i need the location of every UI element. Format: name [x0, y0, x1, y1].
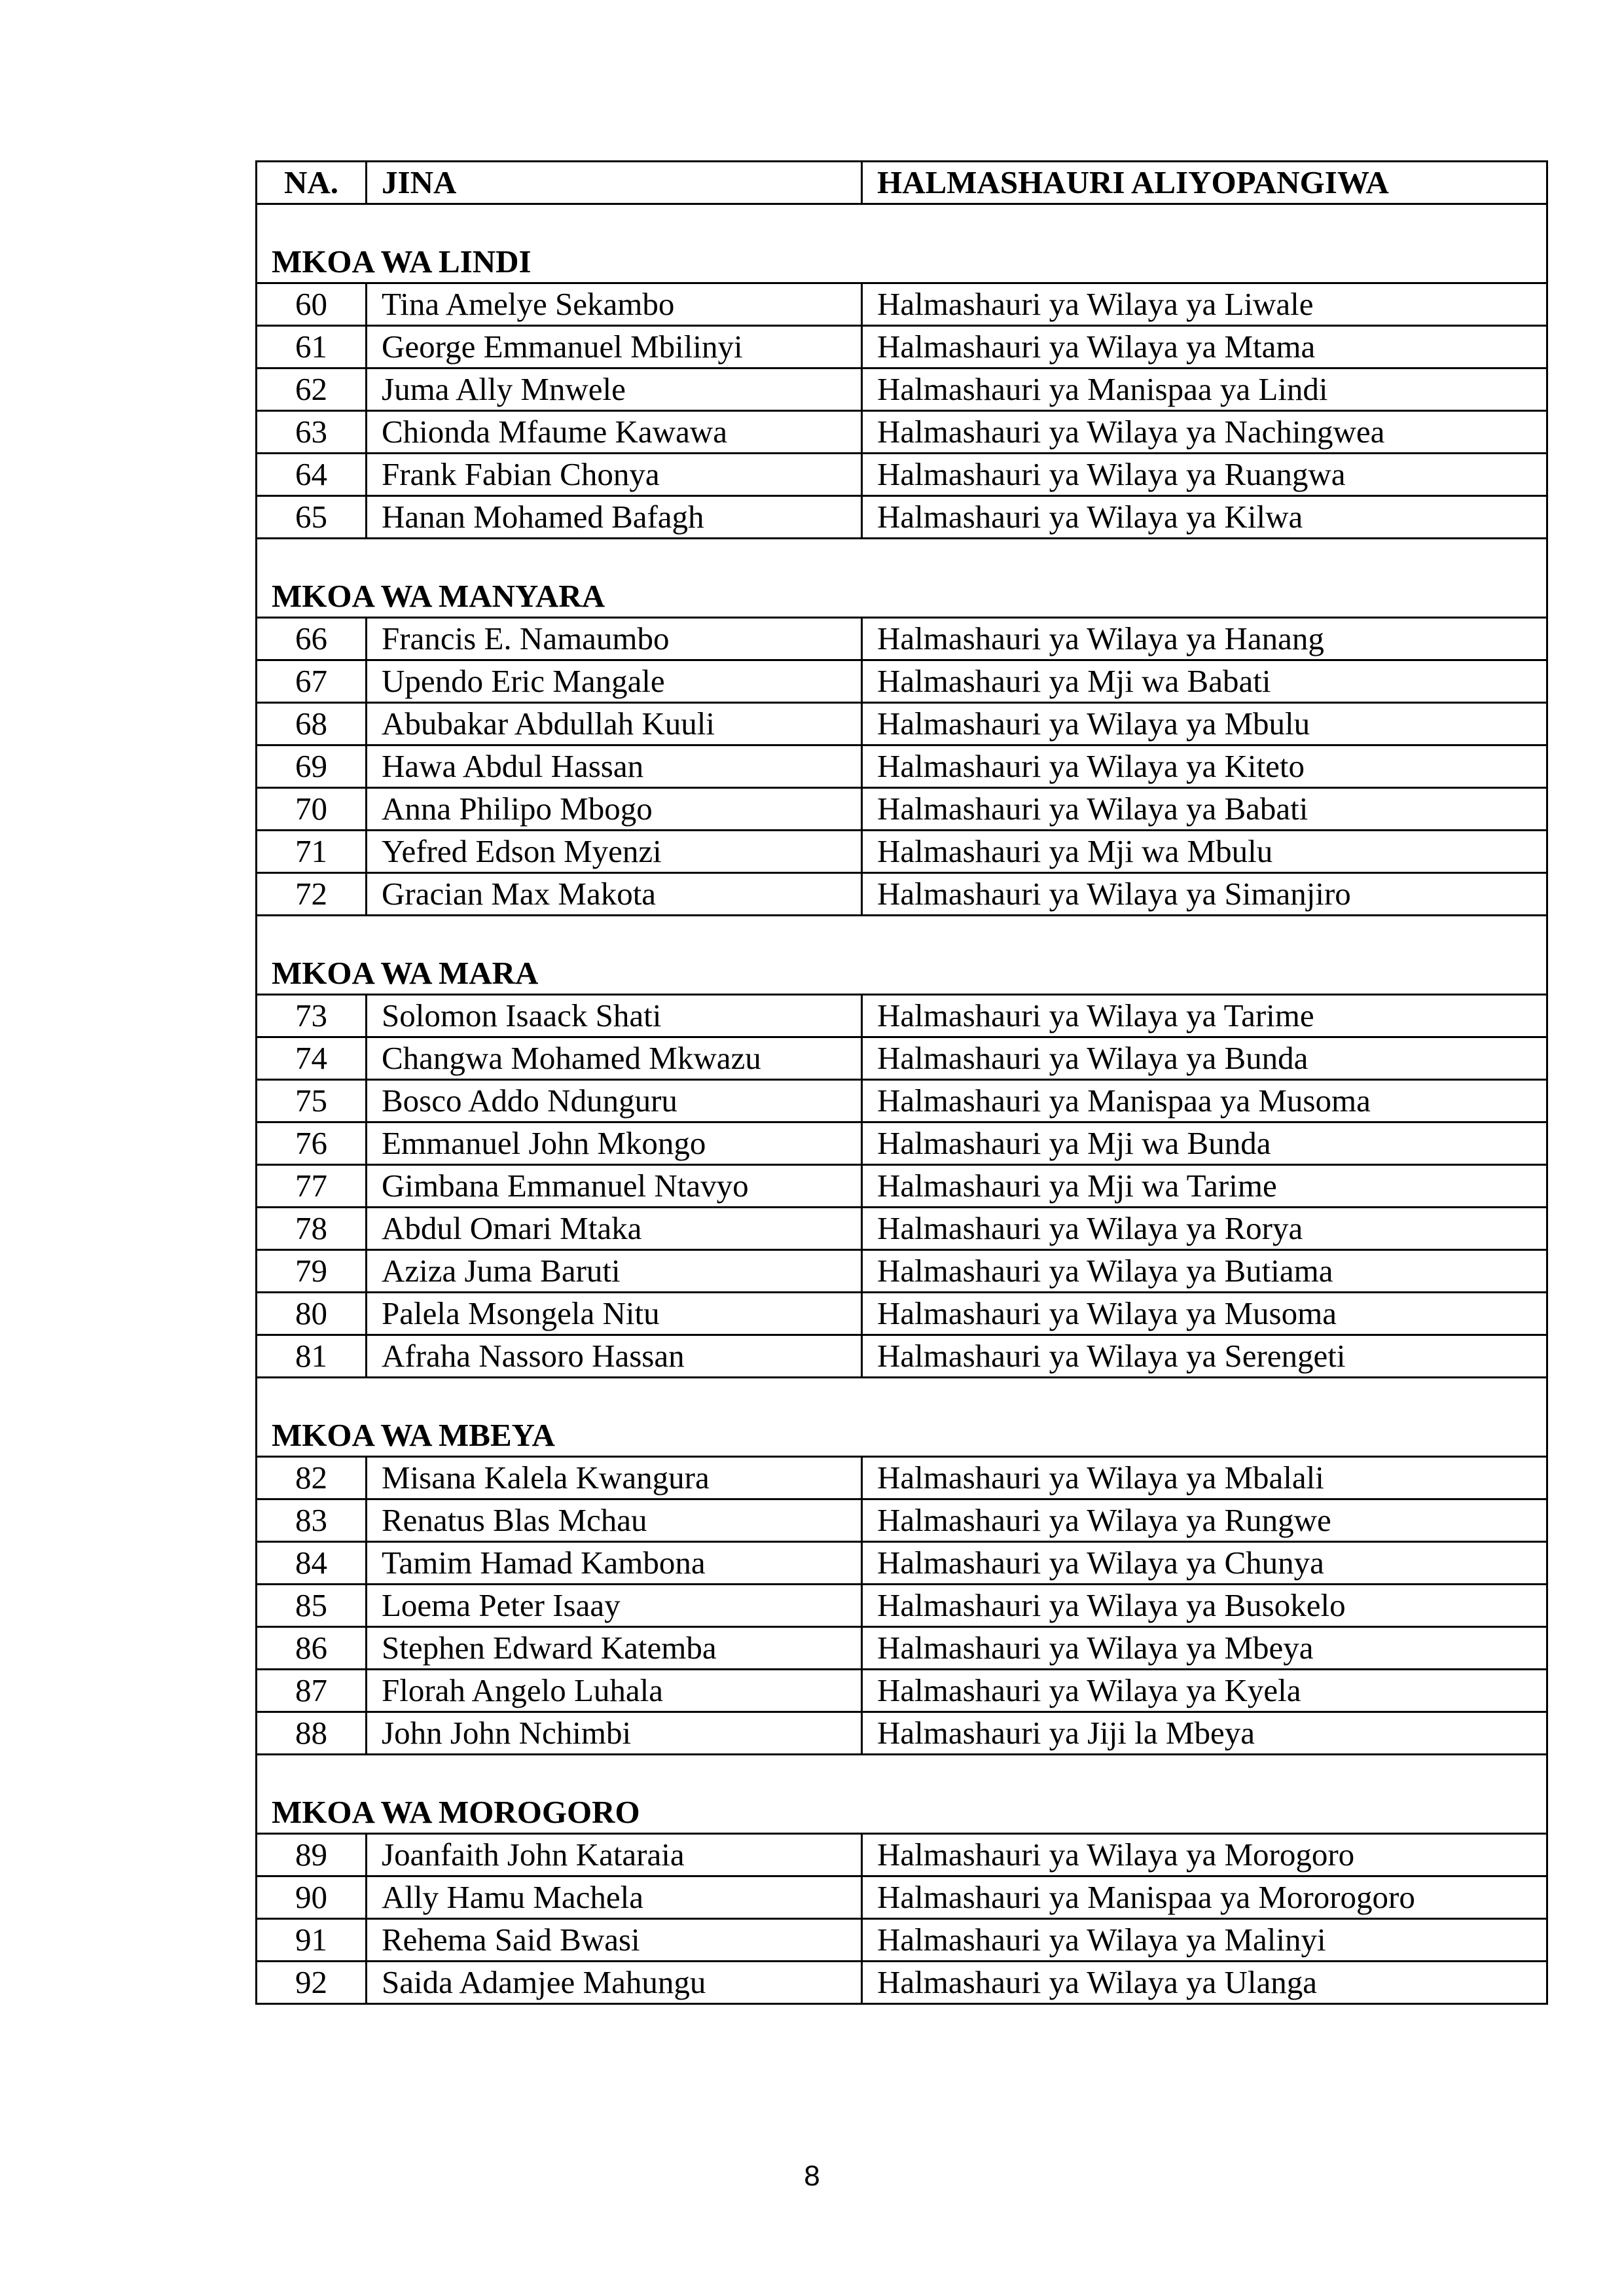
row-name: George Emmanuel Mbilinyi: [367, 326, 862, 368]
row-number: 60: [257, 283, 367, 326]
row-number: 75: [257, 1080, 367, 1122]
table-row: [257, 1499, 1547, 1542]
row-number: 67: [257, 660, 367, 703]
row-name: Hawa Abdul Hassan: [367, 745, 862, 788]
table-row: [257, 873, 1547, 916]
table-row: [257, 788, 1547, 831]
row-halmashauri: Halmashauri ya Wilaya ya Kilwa: [862, 496, 1547, 539]
row-name: Rehema Said Bwasi: [367, 1919, 862, 1962]
row-name: Afraha Nassoro Hassan: [367, 1335, 862, 1378]
region-title: MKOA WA MANYARA: [257, 539, 1547, 618]
row-halmashauri: Halmashauri ya Wilaya ya Bunda: [862, 1037, 1547, 1080]
row-number: 65: [257, 496, 367, 539]
row-number: 69: [257, 745, 367, 788]
table-row: [257, 1037, 1547, 1080]
row-name: Ally Hamu Machela: [367, 1876, 862, 1919]
row-name: Gracian Max Makota: [367, 873, 862, 916]
table-row: [257, 1542, 1547, 1585]
row-name: Renatus Blas Mchau: [367, 1499, 862, 1542]
page-number: 8: [804, 2160, 820, 2192]
table-row: [257, 1834, 1547, 1876]
row-halmashauri: Halmashauri ya Wilaya ya Morogoro: [862, 1834, 1547, 1876]
row-number: 84: [257, 1542, 367, 1585]
table-row: [257, 1876, 1547, 1919]
row-name: Abubakar Abdullah Kuuli: [367, 703, 862, 745]
row-number: 92: [257, 1962, 367, 2004]
row-name: Bosco Addo Ndunguru: [367, 1080, 862, 1122]
row-number: 76: [257, 1122, 367, 1165]
row-halmashauri: Halmashauri ya Wilaya ya Chunya: [862, 1542, 1547, 1585]
row-name: Upendo Eric Mangale: [367, 660, 862, 703]
row-number: 78: [257, 1208, 367, 1250]
table-row: [257, 1080, 1547, 1122]
row-name: Gimbana Emmanuel Ntavyo: [367, 1165, 862, 1208]
row-halmashauri: Halmashauri ya Wilaya ya Kyela: [862, 1670, 1547, 1712]
table-row: [257, 1962, 1547, 2004]
row-name: Loema Peter Isaay: [367, 1585, 862, 1627]
region-title: MKOA WA MBEYA: [257, 1378, 1547, 1457]
row-halmashauri: Halmashauri ya Mji wa Mbulu: [862, 831, 1547, 873]
row-halmashauri: Halmashauri ya Wilaya ya Mtama: [862, 326, 1547, 368]
row-halmashauri: Halmashauri ya Wilaya ya Busokelo: [862, 1585, 1547, 1627]
row-halmashauri: Halmashauri ya Wilaya ya Babati: [862, 788, 1547, 831]
row-number: 79: [257, 1250, 367, 1293]
table-body: [257, 204, 1547, 2004]
row-name: Abdul Omari Mtaka: [367, 1208, 862, 1250]
row-halmashauri: Halmashauri ya Wilaya ya Liwale: [862, 283, 1547, 326]
table-row: [257, 368, 1547, 411]
row-number: 82: [257, 1457, 367, 1499]
table-row: [257, 1122, 1547, 1165]
table-row: [257, 618, 1547, 660]
table-row: [257, 1670, 1547, 1712]
placements-table: [255, 160, 1548, 2005]
row-halmashauri: Halmashauri ya Wilaya ya Musoma: [862, 1293, 1547, 1335]
row-halmashauri: Halmashauri ya Wilaya ya Butiama: [862, 1250, 1547, 1293]
row-halmashauri: Halmashauri ya Wilaya ya Mbulu: [862, 703, 1547, 745]
region-row: [257, 1755, 1547, 1834]
table-row: [257, 831, 1547, 873]
table-row: [257, 703, 1547, 745]
row-number: 66: [257, 618, 367, 660]
row-name: Changwa Mohamed Mkwazu: [367, 1037, 862, 1080]
row-name: Francis E. Namaumbo: [367, 618, 862, 660]
header-halmashauri: HALMASHAURI ALIYOPANGIWA: [862, 162, 1547, 204]
header-na: NA.: [257, 162, 367, 204]
table-row: [257, 1250, 1547, 1293]
row-number: 89: [257, 1834, 367, 1876]
row-number: 72: [257, 873, 367, 916]
row-number: 70: [257, 788, 367, 831]
row-number: 88: [257, 1712, 367, 1755]
row-halmashauri: Halmashauri ya Wilaya ya Ulanga: [862, 1962, 1547, 2004]
row-number: 85: [257, 1585, 367, 1627]
row-name: Aziza Juma Baruti: [367, 1250, 862, 1293]
row-number: 80: [257, 1293, 367, 1335]
table-row: [257, 1208, 1547, 1250]
table-row: [257, 745, 1547, 788]
row-halmashauri: Halmashauri ya Wilaya ya Nachingwea: [862, 411, 1547, 454]
header-jina: JINA: [367, 162, 862, 204]
row-number: 62: [257, 368, 367, 411]
table-header: [257, 162, 1547, 204]
row-name: Misana Kalela Kwangura: [367, 1457, 862, 1499]
table-row: [257, 326, 1547, 368]
table-row: [257, 454, 1547, 496]
table-row: [257, 496, 1547, 539]
table-row: [257, 1712, 1547, 1755]
row-halmashauri: Halmashauri ya Wilaya ya Rungwe: [862, 1499, 1547, 1542]
row-halmashauri: Halmashauri ya Wilaya ya Rorya: [862, 1208, 1547, 1250]
header-row: [257, 162, 1547, 204]
row-halmashauri: Halmashauri ya Wilaya ya Hanang: [862, 618, 1547, 660]
row-halmashauri: Halmashauri ya Wilaya ya Kiteto: [862, 745, 1547, 788]
row-number: 91: [257, 1919, 367, 1962]
table-row: [257, 1165, 1547, 1208]
table-row: [257, 1335, 1547, 1378]
row-halmashauri: Halmashauri ya Manispaa ya Mororogoro: [862, 1876, 1547, 1919]
row-number: 87: [257, 1670, 367, 1712]
table-row: [257, 1457, 1547, 1499]
row-name: Saida Adamjee Mahungu: [367, 1962, 862, 2004]
row-halmashauri: Halmashauri ya Manispaa ya Musoma: [862, 1080, 1547, 1122]
region-title: MKOA WA MARA: [257, 916, 1547, 995]
row-halmashauri: Halmashauri ya Mji wa Tarime: [862, 1165, 1547, 1208]
row-halmashauri: Halmashauri ya Mji wa Babati: [862, 660, 1547, 703]
row-number: 61: [257, 326, 367, 368]
row-halmashauri: Halmashauri ya Mji wa Bunda: [862, 1122, 1547, 1165]
row-name: Solomon Isaack Shati: [367, 995, 862, 1037]
row-name: Palela Msongela Nitu: [367, 1293, 862, 1335]
row-number: 86: [257, 1627, 367, 1670]
row-name: Tina Amelye Sekambo: [367, 283, 862, 326]
region-row: [257, 204, 1547, 283]
row-halmashauri: Halmashauri ya Wilaya ya Ruangwa: [862, 454, 1547, 496]
row-number: 71: [257, 831, 367, 873]
row-name: Hanan Mohamed Bafagh: [367, 496, 862, 539]
region-title: MKOA WA LINDI: [257, 204, 1547, 283]
table-row: [257, 283, 1547, 326]
row-name: Yefred Edson Myenzi: [367, 831, 862, 873]
row-halmashauri: Halmashauri ya Wilaya ya Mbalali: [862, 1457, 1547, 1499]
row-halmashauri: Halmashauri ya Jiji la Mbeya: [862, 1712, 1547, 1755]
region-row: [257, 1378, 1547, 1457]
row-name: Stephen Edward Katemba: [367, 1627, 862, 1670]
row-number: 64: [257, 454, 367, 496]
region-row: [257, 916, 1547, 995]
table-row: [257, 660, 1547, 703]
row-number: 68: [257, 703, 367, 745]
row-number: 63: [257, 411, 367, 454]
row-name: Joanfaith John Kataraia: [367, 1834, 862, 1876]
row-halmashauri: Halmashauri ya Wilaya ya Serengeti: [862, 1335, 1547, 1378]
table-row: [257, 1293, 1547, 1335]
table-row: [257, 411, 1547, 454]
row-name: Anna Philipo Mbogo: [367, 788, 862, 831]
row-halmashauri: Halmashauri ya Wilaya ya Malinyi: [862, 1919, 1547, 1962]
row-halmashauri: Halmashauri ya Wilaya ya Mbeya: [862, 1627, 1547, 1670]
row-halmashauri: Halmashauri ya Wilaya ya Tarime: [862, 995, 1547, 1037]
row-name: Chionda Mfaume Kawawa: [367, 411, 862, 454]
row-number: 81: [257, 1335, 367, 1378]
row-number: 74: [257, 1037, 367, 1080]
row-name: Frank Fabian Chonya: [367, 454, 862, 496]
row-name: Tamim Hamad Kambona: [367, 1542, 862, 1585]
row-number: 83: [257, 1499, 367, 1542]
row-name: Emmanuel John Mkongo: [367, 1122, 862, 1165]
row-halmashauri: Halmashauri ya Manispaa ya Lindi: [862, 368, 1547, 411]
row-name: Florah Angelo Luhala: [367, 1670, 862, 1712]
row-number: 73: [257, 995, 367, 1037]
row-number: 90: [257, 1876, 367, 1919]
region-row: [257, 539, 1547, 618]
row-number: 77: [257, 1165, 367, 1208]
table-row: [257, 995, 1547, 1037]
table-row: [257, 1919, 1547, 1962]
row-halmashauri: Halmashauri ya Wilaya ya Simanjiro: [862, 873, 1547, 916]
table-row: [257, 1585, 1547, 1627]
table-row: [257, 1627, 1547, 1670]
row-name: Juma Ally Mnwele: [367, 368, 862, 411]
region-title: MKOA WA MOROGORO: [257, 1755, 1547, 1834]
row-name: John John Nchimbi: [367, 1712, 862, 1755]
